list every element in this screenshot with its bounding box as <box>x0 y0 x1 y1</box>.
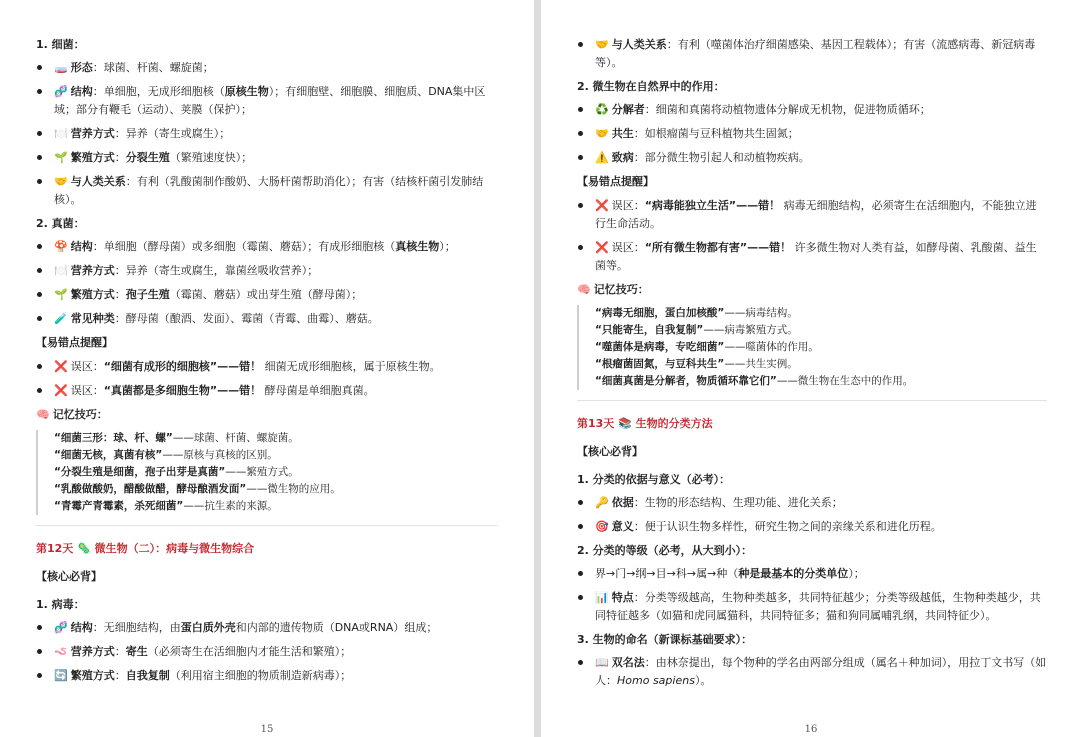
section-fungi-title: 2. 真菌： <box>36 217 85 230</box>
list-item: 🧪 常见种类：酵母菌（酿酒、发面）、霉菌（青霉、曲霉）、蘑菇。 <box>36 310 498 328</box>
plate-icon: 🍽️ <box>54 264 68 277</box>
recycle-icon: ♻️ <box>595 103 609 116</box>
section-basis-title: 1. 分类的依据与意义（必考）： <box>577 473 731 486</box>
book-icon: 📖 <box>595 656 609 669</box>
bar-chart-icon: 📊 <box>595 591 609 604</box>
tips-title: 【易错点提醒】 <box>36 336 113 349</box>
list-item: 🍄 结构：单细胞（酵母菌）或多细胞（霉菌、蘑菇）；有成形细胞核（真核生物）； <box>36 238 498 256</box>
left-content <box>36 36 498 691</box>
right-content <box>577 36 1047 696</box>
brain-icon: 🧠 <box>36 408 50 421</box>
list-item: ♻️ 分解者：细菌和真菌将动植物遗体分解成无机物，促进物质循环； <box>577 101 1047 119</box>
handshake-icon: 🤝 <box>54 175 68 188</box>
memory-line: “细菌真菌是分解者，物质循环靠它们”——微生物在生态中的作用。 <box>595 375 914 387</box>
list-item: 🧫 形态：球菌、杆菌、螺旋菌； <box>36 59 498 77</box>
memory-line: “噬菌体是病毒，专吃细菌”——噬菌体的作用。 <box>595 341 819 353</box>
list-item: 🍽️ 营养方式：异养（寄生或腐生）； <box>36 125 498 143</box>
page-number: 16 <box>804 724 818 735</box>
core-title: 【核心必背】 <box>577 445 643 458</box>
list-item: 🧬 结构：无细胞结构，由蛋白质外壳和内部的遗传物质（DNA或RNA）组成； <box>36 619 498 637</box>
dna-icon: 🧬 <box>54 621 68 634</box>
warning-icon: ⚠️ <box>595 151 609 164</box>
list-item: ❌ 误区：“病毒能独立生活”——错！ 病毒无细胞结构，必须寄生在活细胞内，不能独立进行生命活动。 <box>577 197 1047 233</box>
memory-title: 🧠 记忆技巧： <box>577 283 649 296</box>
list-item: ❌ 误区：“真菌都是多细胞生物”——错！ 酵母菌是单细胞真菌。 <box>36 382 498 400</box>
list-item: 🌱 繁殖方式：分裂生殖（繁殖速度快）； <box>36 149 498 167</box>
list-item: 📊 特点：分类等级越高，生物种类越多，共同特征越少；分类等级越低，生物种类越少，共同特征越多（如猫和虎同属猫科，共同特征多；猫和狗同属哺乳纲，共同特征少）。 <box>577 589 1047 625</box>
seedling-icon: 🌱 <box>54 288 68 301</box>
handshake-icon: 🤝 <box>595 127 609 140</box>
tips-title: 【易错点提醒】 <box>577 175 654 188</box>
list-item: ⚠️ 致病：部分微生物引起人和动植物疾病。 <box>577 149 1047 167</box>
list-item: 界→门→纲→目→科→属→种（种是最基本的分类单位）； <box>577 565 1047 583</box>
target-icon: 🎯 <box>595 520 609 533</box>
list-item: 🔄 繁殖方式：自我复制（利用宿主细胞的物质制造新病毒）； <box>36 667 498 685</box>
memory-quote <box>36 430 498 515</box>
plate-icon: 🍽️ <box>54 127 68 140</box>
section-rank-title: 2. 分类的等级（必考，从大到小）： <box>577 544 753 557</box>
list-item: 📖 双名法：由林奈提出，每个物种的学名由两部分组成（属名＋种加词），用拉丁文书写（如人：Homo sapiens）。 <box>577 654 1047 690</box>
cross-icon: ❌ <box>54 384 68 397</box>
divider <box>36 525 498 526</box>
dna-icon: 🧬 <box>54 85 68 98</box>
page-number: 15 <box>260 724 274 735</box>
list-item: 🌱 繁殖方式：孢子生殖（霉菌、蘑菇）或出芽生殖（酵母菌）； <box>36 286 498 304</box>
key-icon: 🔑 <box>595 496 609 509</box>
refresh-icon: 🔄 <box>54 669 68 682</box>
petri-dish-icon: 🧫 <box>54 61 68 74</box>
seedling-icon: 🌱 <box>54 151 68 164</box>
cross-icon: ❌ <box>595 241 609 254</box>
memory-line: “细菌三形：球、杆、螺”——球菌、杆菌、螺旋菌。 <box>54 432 299 444</box>
list-item: 🎯 意义：便于认识生物多样性，研究生物之间的亲缘关系和进化历程。 <box>577 518 1047 536</box>
list-item: ❌ 误区：“所有微生物都有害”——错！ 许多微生物对人类有益，如酵母菌、乳酸菌、益生菌等。 <box>577 239 1047 275</box>
list-item: 🤝 与人类关系：有利（乳酸菌制作酸奶、大肠杆菌帮助消化）；有害（结核杆菌引发肺结核）。 <box>36 173 498 209</box>
section-naming-title: 3. 生物的命名（新课标基础要求）： <box>577 633 753 646</box>
rank-list <box>577 565 1047 625</box>
list-item: 🧬 结构：单细胞，无成形细胞核（原核生物）；有细胞壁、细胞膜、细胞质、DNA集中区域；部分有鞭毛（运动）、荚膜（保护）； <box>36 83 498 119</box>
memory-line: “分裂生殖是细菌，孢子出芽是真菌”——繁殖方式。 <box>54 466 299 478</box>
memory-line: “只能寄生，自我复制”——病毒繁殖方式。 <box>595 324 798 336</box>
basis-list <box>577 494 1047 536</box>
list-item: 🔑 依据：生物的形态结构、生理功能、进化关系； <box>577 494 1047 512</box>
section-roles-title: 2. 微生物在自然界中的作用： <box>577 80 725 93</box>
mushroom-icon: 🍄 <box>54 240 68 253</box>
virus-list <box>36 619 498 685</box>
day12-title: 第12天 🦠 微生物（二）：病毒与微生物综合 <box>36 542 255 555</box>
tips-list <box>36 358 498 400</box>
divider <box>577 400 1047 401</box>
day13-title: 第13天 📚 生物的分类方法 <box>577 417 713 430</box>
memory-line: “乳酸做酸奶，醋酸做醋，酵母酿酒发面”——微生物的应用。 <box>54 483 341 495</box>
page-left <box>0 0 534 737</box>
virus-relation-list <box>577 36 1047 72</box>
worm-icon: 🪱 <box>54 645 68 658</box>
list-item: ❌ 误区：“细菌有成形的细胞核”——错！ 细菌无成形细胞核，属于原核生物。 <box>36 358 498 376</box>
memory-line: “青霉产青霉素，杀死细菌”——抗生素的来源。 <box>54 500 278 512</box>
section-virus-title: 1. 病毒： <box>36 598 85 611</box>
cross-icon: ❌ <box>54 360 68 373</box>
list-item: 🪱 营养方式：寄生（必须寄生在活细胞内才能生活和繁殖）； <box>36 643 498 661</box>
memory-line: “根瘤菌固氮，与豆科共生”——共生实例。 <box>595 358 798 370</box>
memory-title: 🧠 记忆技巧： <box>36 408 108 421</box>
list-item: 🤝 与人类关系：有利（噬菌体治疗细菌感染、基因工程载体）；有害（流感病毒、新冠病毒等）。 <box>577 36 1047 72</box>
core-title: 【核心必背】 <box>36 570 102 583</box>
handshake-icon: 🤝 <box>595 38 609 51</box>
memory-line: “病毒无细胞，蛋白加核酸”——病毒结构。 <box>595 307 798 319</box>
section-bacteria-title: 1. 细菌： <box>36 38 85 51</box>
bacteria-list <box>36 59 498 209</box>
memory-quote <box>577 305 1047 390</box>
roles-list <box>577 101 1047 167</box>
fungi-list <box>36 238 498 328</box>
tips-list <box>577 197 1047 275</box>
naming-list <box>577 654 1047 690</box>
test-tube-icon: 🧪 <box>54 312 68 325</box>
page-right <box>541 0 1080 737</box>
cross-icon: ❌ <box>595 199 609 212</box>
list-item: 🤝 共生：如根瘤菌与豆科植物共生固氮； <box>577 125 1047 143</box>
list-item: 🍽️ 营养方式：异养（寄生或腐生，靠菌丝吸收营养）； <box>36 262 498 280</box>
memory-line: “细菌无核，真菌有核”——原核与真核的区别。 <box>54 449 278 461</box>
brain-icon: 🧠 <box>577 283 591 296</box>
